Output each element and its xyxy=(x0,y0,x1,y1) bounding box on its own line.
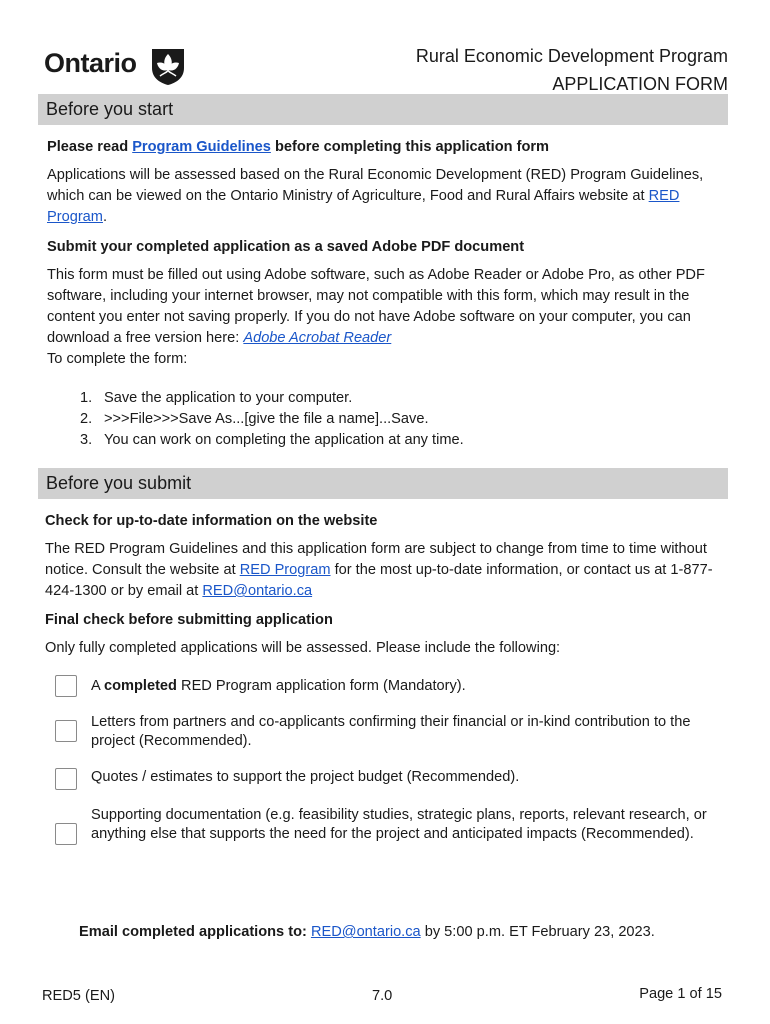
checkbox-completed-form[interactable] xyxy=(55,675,77,697)
assessment-end: . xyxy=(102,209,108,225)
logo-wordmark: Ontario xyxy=(44,48,137,78)
red-program-link[interactable]: RED Program xyxy=(47,188,680,225)
email-instruction xyxy=(79,924,655,940)
final-text: Only fully completed applications will be assessed. Please include the following: xyxy=(45,640,561,656)
email-label: Email completed applications to: xyxy=(79,924,307,940)
read-suffix: before completing this application form xyxy=(274,139,550,155)
section-heading: Before you submit xyxy=(46,473,192,493)
complete-intro: To complete the form: xyxy=(47,351,188,367)
section-before-submit xyxy=(38,468,728,499)
adobe-reader-link[interactable]: Adobe Acrobat Reader xyxy=(243,330,392,346)
check-paragraph xyxy=(45,539,735,602)
final-heading: Final check before submitting application xyxy=(45,612,333,628)
submit-text: This form must be filled out using Adobe software, such as Adobe Reader or Adobe Pro, as other PDF software, including your internet browser, may not compatible with this form, which may result in the content you enter not saving properly. If you do not have Adobe software on your computer, you can download a free version here: xyxy=(47,267,705,346)
read-guidelines-line xyxy=(47,137,549,158)
item-emphasis: completed xyxy=(103,678,177,694)
form-type: APPLICATION FORM xyxy=(552,74,728,94)
list-item xyxy=(80,409,720,430)
email-link[interactable]: RED@ontario.ca xyxy=(202,583,313,599)
deadline-text: by 5:00 p.m. ET February 23, 2023. xyxy=(424,924,655,940)
assessment-text: Applications will be assessed based on the Rural Economic Development (RED) Program Guidelines, which can be viewed on the Ontario Ministry of Agriculture, Food and Rural Affairs website at xyxy=(47,167,704,204)
program-name: Rural Economic Development Program xyxy=(415,46,728,66)
program-guidelines-link[interactable]: Program Guidelines xyxy=(132,139,271,155)
list-item xyxy=(80,430,720,451)
submit-paragraph xyxy=(47,265,737,349)
checkbox-quotes[interactable] xyxy=(55,768,77,790)
page-number: Page 1 of 15 xyxy=(639,986,722,1002)
checkbox-supporting-docs[interactable] xyxy=(55,823,77,845)
checklist-item: Quotes / estimates to support the project budget (Recommended). xyxy=(91,769,520,785)
step-text: Save the application to your computer. xyxy=(104,390,353,406)
ontario-logo xyxy=(44,46,189,86)
list-item xyxy=(80,388,720,409)
checklist-item: Supporting documentation (e.g. feasibility studies, strategic plans, reports, relevant research, or anything else that supports the need for the project and anticipated impacts (Recommended). xyxy=(91,807,707,842)
section-before-start xyxy=(38,94,728,125)
form-id: RED5 (EN) xyxy=(42,988,115,1004)
step-number: 3. xyxy=(80,432,93,448)
step-number: 1. xyxy=(80,390,93,406)
check-text: The RED Program Guidelines and this application form are subject to change from time to time without notice. Consult the website at xyxy=(45,541,707,578)
assessment-paragraph xyxy=(47,165,737,228)
trillium-icon xyxy=(148,46,188,86)
red-program-link[interactable]: RED Program xyxy=(239,562,331,578)
check-heading: Check for up-to-date information on the website xyxy=(45,513,378,529)
submit-heading: Submit your completed application as a saved Adobe PDF document xyxy=(47,239,525,255)
steps-list xyxy=(80,388,720,451)
step-number: 2. xyxy=(80,411,93,427)
contact-text: for the most up-to-date information, or contact us at 1-877-424-1300 or by email at xyxy=(45,562,713,599)
read-prefix: Please read xyxy=(47,139,129,155)
checklist-item xyxy=(91,677,731,696)
section-heading: Before you start xyxy=(46,99,174,119)
form-version: 7.0 xyxy=(372,988,393,1004)
item-text: A xyxy=(91,678,104,694)
step-text: You can work on completing the application at any time. xyxy=(104,432,464,448)
email-link[interactable]: RED@ontario.ca xyxy=(310,924,421,940)
checklist-item: Letters from partners and co-applicants confirming their financial or in-kind contribution to the project (Recommended). xyxy=(91,714,691,749)
step-text: >>>File>>>Save As...[give the file a name]...Save. xyxy=(104,411,429,427)
item-text-end: RED Program application form (Mandatory). xyxy=(176,678,466,694)
checkbox-letters[interactable] xyxy=(55,720,77,742)
form-title xyxy=(416,42,728,98)
